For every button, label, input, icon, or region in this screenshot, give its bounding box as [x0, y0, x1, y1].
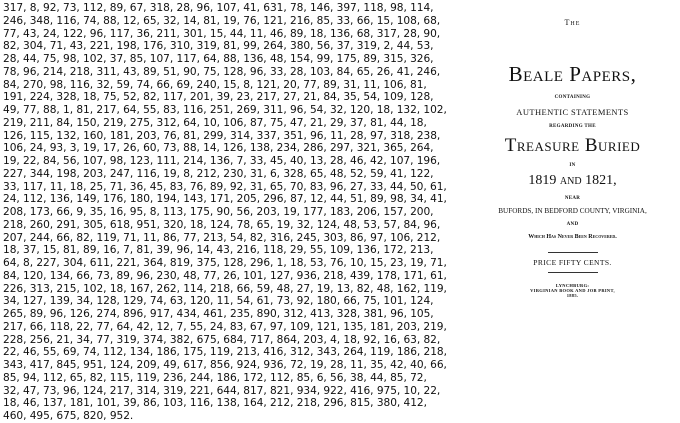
cipher-line: 64, 8, 227, 304, 611, 221, 364, 819, 375, 128, 296, 1, 18, 53, 76, 10, 15, 23, 19, 71, [3, 257, 447, 269]
cipher-line: 28, 44, 75, 98, 102, 37, 85, 107, 117, 64, 88, 136, 48, 154, 99, 175, 89, 315, 326, [3, 53, 434, 65]
print-year: 1885. [566, 293, 579, 298]
title-the: The [564, 18, 581, 27]
years: 1819 and 1821, [528, 173, 617, 188]
cipher-line: 84, 270, 98, 116, 32, 59, 74, 66, 69, 240, 15, 8, 121, 20, 77, 89, 31, 11, 106, 81, [3, 78, 427, 91]
regarding-label: REGARDING THE [549, 124, 596, 129]
treasure-buried: Treasure Buried [504, 135, 641, 156]
containing-label: CONTAINING [554, 95, 591, 100]
cipher-line: 18, 37, 15, 81, 89, 16, 7, 81, 39, 96, 14, 43, 216, 118, 29, 55, 109, 136, 172, 213, [3, 244, 434, 257]
title-page [470, 18, 675, 298]
authentic-statements: AUTHENTIC STATEMENTS [516, 107, 629, 117]
cipher-line: 82, 304, 71, 43, 221, 198, 176, 310, 319, 81, 99, 264, 380, 56, 37, 319, 2, 44, 53, [3, 40, 434, 53]
never-recovered: Which Has Never Been Recovered. [528, 234, 617, 240]
printer: VIRGINIAN BOOK AND JOB PRINT, [530, 288, 615, 293]
cipher-line: 226, 313, 215, 102, 18, 167, 262, 114, 218, 66, 59, 48, 27, 19, 13, 82, 48, 162, 119, [3, 282, 447, 295]
cipher-line: 78, 96, 214, 218, 311, 43, 89, 51, 90, 75, 128, 96, 33, 28, 103, 84, 65, 26, 41, 246, [3, 65, 441, 78]
cipher-line: 227, 344, 198, 203, 247, 116, 19, 8, 212, 230, 31, 6, 328, 65, 48, 52, 59, 41, 122, [3, 167, 434, 180]
cipher-line: 217, 66, 118, 22, 77, 64, 42, 12, 7, 55, 24, 83, 67, 97, 109, 121, 135, 181, 203, 219, [3, 320, 447, 333]
cipher-line: 207, 244, 66, 82, 119, 71, 11, 86, 77, 213, 54, 82, 316, 245, 303, 86, 97, 106, 212, [3, 231, 441, 244]
cipher-line: 228, 256, 21, 34, 77, 319, 374, 382, 675, 684, 717, 864, 203, 4, 18, 92, 16, 63, 82, [3, 333, 441, 346]
cipher-line: 33, 117, 11, 18, 25, 71, 36, 45, 83, 76, 89, 92, 31, 65, 70, 83, 96, 27, 33, 44, 50, 61, [3, 180, 447, 193]
cipher-line: 19, 22, 84, 56, 107, 98, 123, 111, 214, 136, 7, 33, 45, 40, 13, 28, 46, 42, 107, 196, [3, 155, 441, 167]
cipher-line: 49, 77, 88, 1, 81, 217, 64, 55, 83, 116, 251, 269, 311, 96, 54, 32, 120, 18, 132, 102, [3, 104, 447, 116]
in-label: IN [569, 163, 576, 168]
cipher-line: 317, 8, 92, 73, 112, 89, 67, 318, 28, 96, 107, 41, 631, 78, 146, 397, 118, 98, 114, [3, 2, 434, 14]
cipher-line: 126, 115, 132, 160, 181, 203, 76, 81, 299, 314, 337, 351, 96, 11, 28, 97, 318, 238, [3, 129, 441, 142]
cipher-line: 265, 89, 96, 126, 274, 896, 917, 434, 461, 235, 890, 312, 413, 328, 381, 96, 105, [3, 308, 434, 320]
cipher-line: 343, 417, 845, 951, 124, 209, 49, 617, 856, 924, 936, 72, 19, 28, 11, 35, 42, 40, 66, [3, 359, 447, 371]
title-beale-papers: Beale Papers, [508, 62, 637, 86]
near-label: NEAR [564, 196, 581, 201]
cipher-line: 24, 112, 136, 149, 176, 180, 194, 143, 171, 205, 296, 87, 12, 44, 51, 89, 98, 34, 41, [3, 193, 447, 206]
cipher-line: 22, 46, 55, 69, 74, 112, 134, 186, 175, 119, 213, 416, 312, 343, 264, 119, 186, 218, [3, 346, 447, 359]
divider [548, 252, 598, 253]
cipher-line: 18, 46, 137, 181, 101, 39, 86, 103, 116, 138, 164, 212, 218, 296, 815, 380, 412, [3, 397, 427, 410]
cipher-line: 34, 127, 139, 34, 128, 129, 74, 63, 120, 11, 54, 61, 73, 92, 180, 66, 75, 101, 124, [3, 295, 434, 308]
cipher-line: 460, 495, 675, 820, 952. [3, 410, 134, 422]
cipher-line: 191, 224, 328, 18, 75, 52, 82, 117, 201, 39, 23, 217, 27, 21, 84, 35, 54, 109, 128, [3, 91, 434, 104]
cipher-text [3, 2, 463, 423]
location: BUFORDS, IN BEDFORD COUNTY, VIRGINIA, [498, 207, 647, 215]
cipher-line: 218, 260, 291, 305, 618, 951, 320, 18, 124, 78, 65, 19, 32, 124, 48, 53, 57, 84, 96, [3, 218, 441, 231]
cipher-line: 84, 120, 134, 66, 73, 89, 96, 230, 48, 77, 26, 101, 127, 936, 218, 439, 178, 171, 61, [3, 269, 447, 282]
cipher-line: 106, 24, 93, 3, 19, 17, 26, 60, 73, 88, 14, 126, 138, 234, 286, 297, 321, 365, 264, [3, 142, 434, 155]
price: PRICE FIFTY CENTS. [533, 258, 612, 267]
cipher-line: 219, 211, 84, 150, 219, 275, 312, 64, 10, 106, 87, 75, 47, 21, 29, 37, 81, 44, 18, [3, 116, 427, 129]
cipher-line: 208, 173, 66, 9, 35, 16, 95, 8, 113, 175, 90, 56, 203, 19, 177, 183, 206, 157, 200, [3, 206, 434, 218]
cipher-line: 77, 43, 24, 122, 96, 117, 36, 211, 301, 15, 44, 11, 46, 89, 18, 136, 68, 317, 28, 90, [3, 27, 441, 40]
city: LYNCHBURG: [555, 283, 590, 288]
cipher-line: 85, 94, 112, 65, 82, 115, 119, 236, 244, 186, 172, 112, 85, 6, 56, 38, 44, 85, 72, [3, 371, 427, 384]
cipher-line: 246, 348, 116, 74, 88, 12, 65, 32, 14, 81, 19, 76, 121, 216, 85, 33, 66, 15, 108, 68, [3, 14, 441, 27]
cipher-line: 32, 47, 73, 96, 124, 217, 314, 319, 221, 644, 817, 821, 934, 922, 416, 975, 10, 22, [3, 384, 441, 397]
and-label: AND [566, 222, 579, 227]
divider [548, 272, 598, 273]
